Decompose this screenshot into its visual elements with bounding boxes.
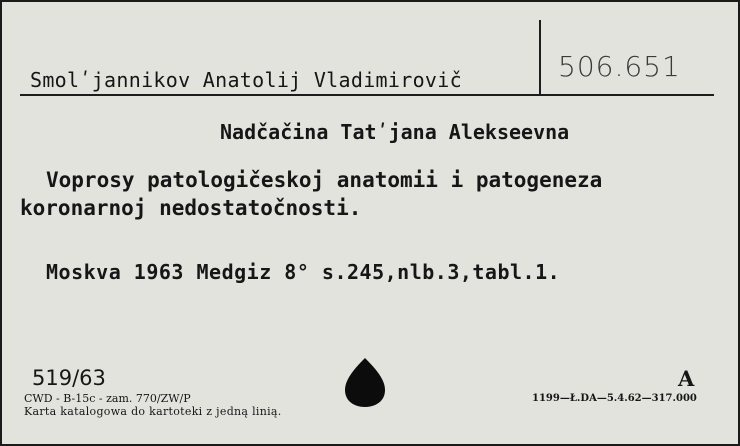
catalog-card bbox=[2, 2, 738, 444]
form-description: Karta katalogowa do kartoteki z jedną linią. bbox=[24, 405, 282, 418]
registration-number: 519/63 bbox=[32, 366, 106, 390]
title-line-1: Voprosy patologičeskoj anatomii i patogeneza bbox=[46, 168, 603, 192]
heading-vertical-rule bbox=[539, 20, 541, 96]
catalog-letter: A bbox=[678, 366, 695, 391]
printer-info: 1199—Ł.DA—5.4.62—317.000 bbox=[532, 393, 697, 404]
imprint-line: Moskva 1963 Medgiz 8° s.245,nlb.3,tabl.1. bbox=[46, 260, 561, 284]
form-code: CWD - B-15c - zam. 770/ZW/P bbox=[24, 392, 191, 405]
call-number: 506.651 bbox=[558, 50, 681, 83]
punch-hole bbox=[341, 356, 389, 408]
heading-underline bbox=[20, 94, 714, 96]
coauthor-name: Nadčačina Tatʹjana Alekseevna bbox=[220, 120, 570, 144]
title-line-2: koronarnoj nedostatočnosti. bbox=[20, 196, 362, 220]
author-heading: Smolʹjannikov Anatolij Vladimirovič bbox=[30, 68, 462, 92]
